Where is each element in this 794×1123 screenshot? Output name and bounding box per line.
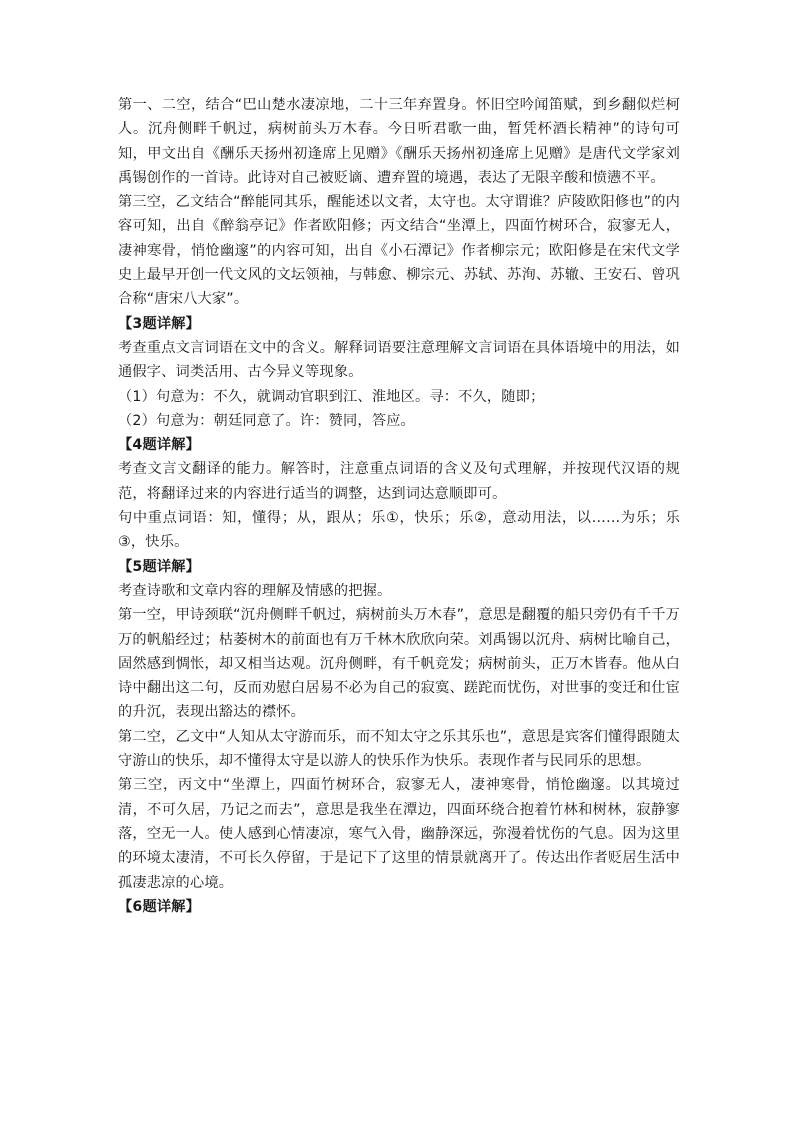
paragraph: 第三空，丙文中“坐潭上，四面竹树环合，寂寥无人，凄神寒骨，悄怆幽邃。以其境过清，不可久居，乃记之而去”，意思是我坐在潭边，四面环绕合抱着竹林和树林，寂静寥落，空无一人。使人感到心情凄凉，寒气入骨，幽静深远，弥漫着忧伤的气息。因为这里的环境太凄清，不可长久停留，于是记下了这里的情景就离开了。传达出作者贬居生活中孤凄悲凉的心境。 bbox=[118, 777, 680, 891]
section-heading: 【6题详解】 bbox=[118, 898, 201, 915]
paragraph: 考查重点文言词语在文中的含义。解释词语要注意理解文言词语在具体语境中的用法，如通假字、词类活用、古今异义等现象。 bbox=[118, 339, 680, 381]
paragraph: 考查文言文翻译的能力。解答时，注意重点词语的含义及句式理解，并按现代汉语的规范，将翻译过来的内容进行适当的调整，达到词达意顺即可。 bbox=[118, 461, 680, 502]
paragraph: 第一、二空，结合“巴山楚水凄凉地，二十三年弃置身。怀旧空吟闻笛赋，到乡翻似烂柯人。沉舟侧畔千帆过，病树前头万木春。今日听君歌一曲，暂凭杯酒长精神”的诗句可知，甲文出自《酬乐天扬州初逢席上见赠》《酬乐天扬州初逢席上见赠》是唐代文学家刘禹锡创作的一首诗。此诗对自己被贬谪、遭弃置的境遇，表达了无限辛酸和愤懑不平。 bbox=[118, 97, 680, 186]
section-heading: 【5题详解】 bbox=[118, 558, 201, 575]
paragraph: 句中重点词语：知，懂得；从，跟从；乐①，快乐；乐②，意动用法，以……为乐；乐③，快乐。 bbox=[118, 510, 680, 551]
paragraph: （1）句意为：不久，就调动官职到江、淮地区。寻：不久，随即； bbox=[118, 388, 545, 405]
paragraph: （2）句意为：朝廷同意了。许：赞同，答应。 bbox=[118, 412, 415, 429]
paragraph: 考查诗歌和文章内容的理解及情感的把握。 bbox=[118, 582, 392, 599]
document-body bbox=[118, 93, 680, 919]
paragraph: 第二空，乙文中“人知从太守游而乐，而不知太守之乐其乐也”，意思是宾客们懂得跟随太守游山的快乐，却不懂得太守是以游人的快乐作为快乐。表现作者与民同乐的思想。 bbox=[118, 728, 680, 770]
section-heading: 【4题详解】 bbox=[118, 437, 201, 454]
paragraph: 第三空，乙文结合“醉能同其乐，醒能述以文者，太守也。太守谓谁？庐陵欧阳修也”的内容可知，出自《醉翁亭记》作者欧阳修；丙文结合“坐潭上，四面竹树环合，寂寥无人，凄神寒骨，悄怆幽邃”的内容可知，出自《小石潭记》作者柳宗元；欧阳修是在宋代文学史上最早开创一代文风的文坛领袖，与韩愈、柳宗元、苏轼、苏洵、苏辙、王安石、曾巩合称“唐宋八大家”。 bbox=[118, 194, 680, 308]
paragraph: 第一空，甲诗颈联“沉舟侧畔千帆过，病树前头万木春”，意思是翻覆的船只旁仍有千千万万的帆船经过；枯萎树木的前面也有万千林木欣欣向荣。刘禹锡以沉舟、病树比喻自己，固然感到惆怅，却又相当达观。沉舟侧畔，有千帆竞发；病树前头，正万木皆春。他从白诗中翻出这二句，反而劝慰白居易不必为自己的寂寞、蹉跎而忧伤，对世事的变迁和仕宦的升沉，表现出豁达的襟怀。 bbox=[118, 607, 680, 721]
section-heading: 【3题详解】 bbox=[118, 315, 201, 332]
